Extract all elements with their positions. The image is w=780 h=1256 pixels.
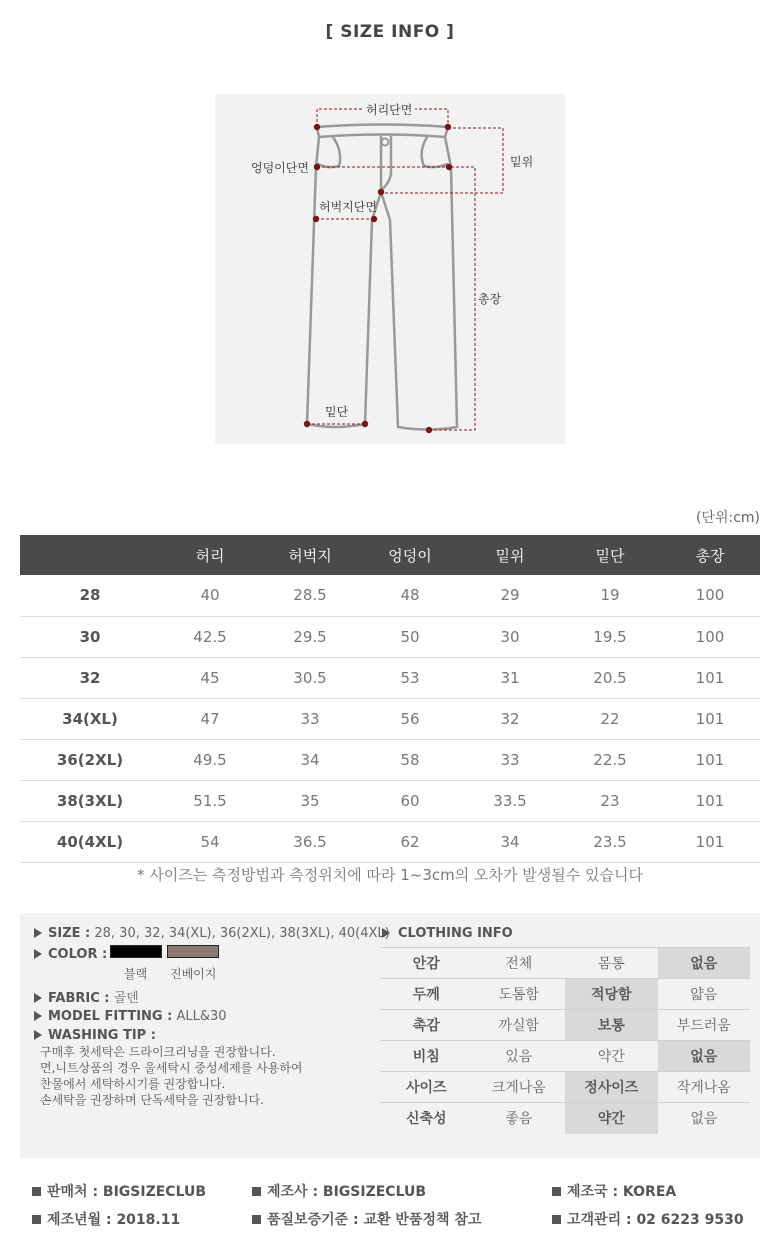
pants-illustration: [215, 94, 565, 444]
table-cell: 32: [460, 698, 560, 739]
spec-value: 28, 30, 32, 34(XL), 36(2XL), 38(3XL), 40(4XL): [94, 926, 390, 941]
spec-value: ALL&30: [176, 1009, 227, 1024]
table-cell: 51.5: [160, 780, 260, 821]
table-cell: 58: [360, 739, 460, 780]
spec-size: [34, 926, 390, 941]
table-cell: 48: [360, 575, 460, 616]
table-cell: 49.5: [160, 739, 260, 780]
attribute-option: 부드러움: [658, 1010, 751, 1041]
table-cell: 45: [160, 657, 260, 698]
clothing-info-title: [382, 926, 513, 941]
table-row: [20, 575, 760, 616]
header-cell: 총장: [660, 535, 760, 575]
size-cell: 38(3XL): [20, 780, 160, 821]
table-cell: 56: [360, 698, 460, 739]
table-cell: 23: [560, 780, 660, 821]
table-cell: 101: [660, 698, 760, 739]
attribute-option: 약간: [565, 1041, 658, 1072]
table-cell: 22: [560, 698, 660, 739]
hip-label: 엉덩이단면: [251, 161, 309, 175]
header-cell: 허벅지: [260, 535, 360, 575]
table-row: [20, 657, 760, 698]
clothing-info-row: [380, 948, 750, 979]
attribute-key: 사이즈: [380, 1072, 473, 1103]
table-cell: 101: [660, 657, 760, 698]
spec-model-fitting: [34, 1009, 227, 1024]
size-cell: 32: [20, 657, 160, 698]
washing-line: 손세탁을 권장하며 단독세탁을 권장합니다.: [40, 1093, 264, 1107]
attribute-option: 몸통: [565, 948, 658, 979]
square-bullet-icon: [32, 1215, 41, 1224]
color-swatch-beige: [167, 945, 219, 958]
footer-warranty: [252, 1209, 481, 1229]
triangle-right-icon: [382, 928, 390, 938]
footer-service: [552, 1209, 744, 1229]
attribute-option-selected: 없음: [658, 948, 751, 979]
table-cell: 19.5: [560, 616, 660, 657]
waist-label: 허리단면: [363, 103, 415, 117]
table-cell: 33.5: [460, 780, 560, 821]
triangle-right-icon: [34, 949, 42, 959]
footer-country: [552, 1181, 676, 1201]
triangle-right-icon: [34, 993, 42, 1003]
attribute-option: 얇음: [658, 979, 751, 1010]
table-cell: 50: [360, 616, 460, 657]
header-cell: 밑단: [560, 535, 660, 575]
color-swatch-black: [110, 945, 162, 958]
color-label: 블랙: [124, 967, 148, 981]
clothing-info-row: [380, 979, 750, 1010]
size-cell: 30: [20, 616, 160, 657]
table-cell: 22.5: [560, 739, 660, 780]
size-table: [20, 535, 760, 863]
attribute-option: 없음: [690, 1111, 718, 1128]
table-cell: 47: [160, 698, 260, 739]
header-cell: 허리: [160, 535, 260, 575]
square-bullet-icon: [552, 1187, 561, 1196]
table-cell: 35: [260, 780, 360, 821]
footer-date: [32, 1209, 180, 1229]
table-cell: 54: [160, 821, 260, 862]
table-cell: 100: [660, 616, 760, 657]
size-cell: 40(4XL): [20, 821, 160, 862]
attribute-key: 비침: [380, 1041, 473, 1072]
table-row: [20, 780, 760, 821]
washing-line: 면,니트상품의 경우 울세탁시 중성세제를 사용하여: [40, 1061, 303, 1075]
table-cell: 31: [460, 657, 560, 698]
footer-text: 제조사 : BIGSIZECLUB: [267, 1184, 427, 1200]
square-bullet-icon: [252, 1187, 261, 1196]
table-cell: 42.5: [160, 616, 260, 657]
attribute-option-selected: 없음: [658, 1041, 751, 1072]
measurement-note: * 사이즈는 측정방법과 측정위치에 따라 1~3cm의 오차가 발생될수 있습니다: [137, 866, 643, 884]
attribute-option: 크게나옴: [473, 1072, 566, 1103]
table-row: [20, 698, 760, 739]
size-table-header: [20, 535, 760, 575]
spec-key: FABRIC :: [48, 991, 110, 1006]
table-cell: 29: [460, 575, 560, 616]
clothing-info-row: [380, 1010, 750, 1041]
color-label: 진베이지: [170, 967, 217, 981]
square-bullet-icon: [32, 1187, 41, 1196]
spec-washing-tip: [34, 1028, 156, 1043]
triangle-right-icon: [34, 1011, 42, 1021]
attribute-option-selected: 약간: [565, 1103, 658, 1134]
footer-text: 제조년월 : 2018.11: [47, 1212, 181, 1228]
table-cell: 101: [660, 821, 760, 862]
spec-value: 골덴: [113, 991, 139, 1006]
attribute-option: 까실함: [473, 1010, 566, 1041]
table-row: [20, 739, 760, 780]
spec-key: COLOR :: [48, 947, 108, 962]
spec-key: MODEL FITTING :: [48, 1009, 173, 1024]
thigh-label: 허벅지단면: [319, 200, 377, 214]
clothing-info-label: CLOTHING INFO: [398, 926, 513, 941]
attribute-option: 좋음: [505, 1111, 533, 1128]
spec-key: SIZE :: [48, 926, 91, 941]
attribute-key: 두께: [380, 979, 473, 1010]
table-cell: 101: [660, 739, 760, 780]
rise-label: 밑위: [510, 155, 534, 169]
triangle-right-icon: [34, 1030, 42, 1040]
size-cell: 28: [20, 575, 160, 616]
header-cell: 밑위: [460, 535, 560, 575]
spec-fabric: [34, 987, 139, 1006]
footer-seller: [32, 1181, 206, 1201]
clothing-info-row: [380, 1072, 750, 1103]
table-cell: 34: [460, 821, 560, 862]
square-bullet-icon: [552, 1215, 561, 1224]
spec-key: WASHING TIP :: [48, 1028, 156, 1043]
table-cell: 101: [660, 780, 760, 821]
table-cell: 30.5: [260, 657, 360, 698]
pants-diagram: [215, 94, 565, 444]
button-icon: [382, 139, 389, 146]
square-bullet-icon: [252, 1215, 261, 1224]
table-cell: 100: [660, 575, 760, 616]
attribute-option: 전체: [473, 948, 566, 979]
table-cell: 20.5: [560, 657, 660, 698]
header-cell: 엉덩이: [360, 535, 460, 575]
length-label: 총장: [478, 292, 502, 306]
attribute-option-selected: 정사이즈: [565, 1072, 658, 1103]
table-cell: 36.5: [260, 821, 360, 862]
table-cell: 30: [460, 616, 560, 657]
size-cell: 36(2XL): [20, 739, 160, 780]
washing-line: 구매후 첫세탁은 드라이크리닝을 권장합니다.: [40, 1045, 276, 1059]
clothing-info-table: [380, 947, 750, 1134]
triangle-right-icon: [34, 928, 42, 938]
spec-color: [34, 947, 107, 962]
header-cell: [20, 535, 160, 575]
table-cell: 40: [160, 575, 260, 616]
page-title: [ SIZE INFO ]: [325, 22, 455, 42]
attribute-option-selected: 보통: [565, 1010, 658, 1041]
footer-text: 고객관리 : 02 6223 9530: [567, 1212, 744, 1228]
table-cell: 62: [360, 821, 460, 862]
attribute-option: 있음: [473, 1041, 566, 1072]
footer-maker: [252, 1181, 426, 1201]
clothing-info-row: [380, 1103, 750, 1134]
attribute-key: 신축성: [405, 1111, 447, 1128]
table-cell: 28.5: [260, 575, 360, 616]
footer-text: 판매처 : BIGSIZECLUB: [47, 1184, 207, 1200]
table-cell: 53: [360, 657, 460, 698]
table-cell: 23.5: [560, 821, 660, 862]
table-cell: 19: [560, 575, 660, 616]
table-cell: 29.5: [260, 616, 360, 657]
table-row: [20, 821, 760, 862]
table-cell: 33: [260, 698, 360, 739]
unit-label: (단위:cm): [695, 510, 760, 526]
footer-text: 품질보증기준 : 교환 반품정책 참고: [267, 1212, 482, 1228]
footer-text: 제조국 : KOREA: [567, 1184, 677, 1200]
attribute-option: 도톰함: [473, 979, 566, 1010]
attribute-key: 안감: [380, 948, 473, 979]
attribute-option: 작게나옴: [658, 1072, 751, 1103]
table-cell: 60: [360, 780, 460, 821]
washing-line: 찬물에서 세탁하시기를 권장합니다.: [40, 1077, 226, 1091]
table-cell: 34: [260, 739, 360, 780]
clothing-info-row: [380, 1041, 750, 1072]
size-cell: 34(XL): [20, 698, 160, 739]
attribute-key: 촉감: [380, 1010, 473, 1041]
table-cell: 33: [460, 739, 560, 780]
hem-label: 밑단: [325, 405, 349, 419]
table-row: [20, 616, 760, 657]
attribute-option-selected: 적당함: [565, 979, 658, 1010]
